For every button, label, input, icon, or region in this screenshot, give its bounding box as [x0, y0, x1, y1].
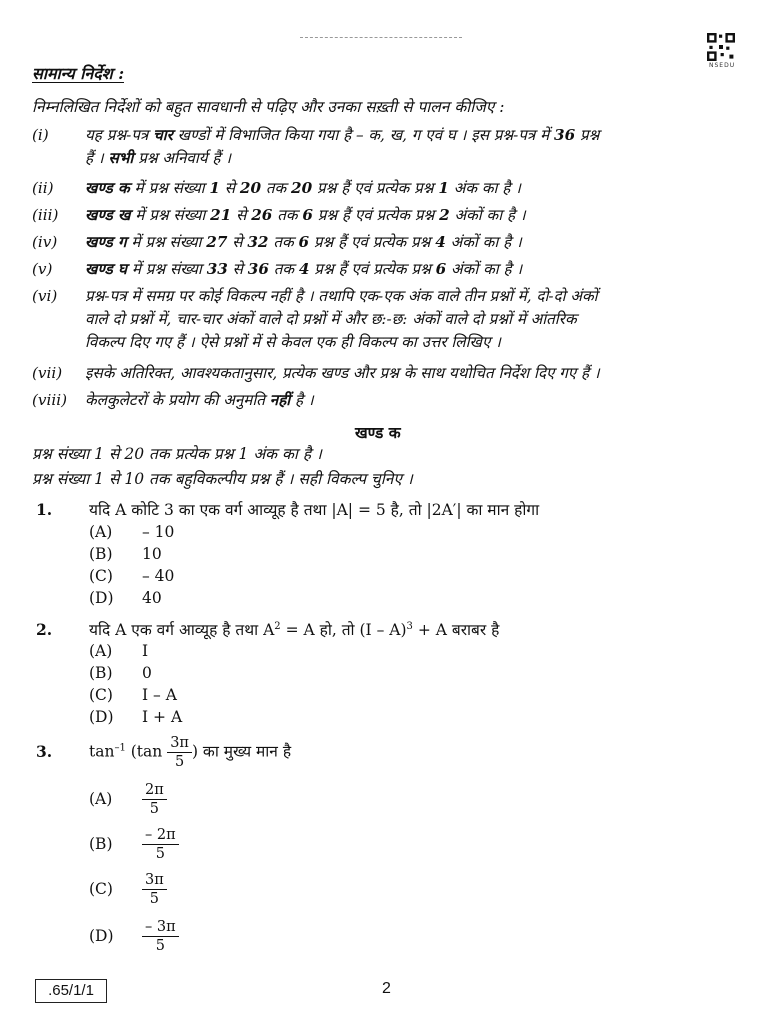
option: (D) 40 [89, 589, 162, 607]
header-divider [300, 37, 462, 38]
instruction-item: (iii) खण्ड ख में प्रश्न संख्या 21 से 26 तक 6 प्रश्न हैं एवं प्रत्येक प्रश्न 2 अंकों का है । [32, 206, 526, 224]
option: (A) $\frac{2\pi}{5}$ [89, 781, 167, 818]
instruction-item: (vi) प्रश्न-पत्र में समग्र पर कोई विकल्प नहीं है । तथापि एक-एक अंक वाले तीन प्रश्नों में, दो-दो अंकों वाले दो प्रश्नों में, चार-चार अंकों वाले दो प्रश्नों में और छ:-छ: अंकों वाले दो प्रश्नों में आंतरिक विकल्प दिए गए हैं । ऐसे प्रश्नों में से केवल एक ही विकल्प का उत्तर लिखिए । [32, 287, 598, 351]
instruction-item: (i) यह प्रश्न-पत्र चार खण्डों में विभाजित किया गया है – क, ख, ग एवं घ । इस प्रश्न-पत्र में 36 प्रश्न हैं । सभी प्रश्न अनिवार्य हैं । [32, 126, 600, 167]
instructions-intro: निम्नलिखित निर्देशों को बहुत सावधानी से पढ़िए और उनका सख़्ती से पालन कीजिए : [32, 98, 505, 116]
option: (D) I + A [89, 708, 183, 726]
option: (C) $\frac{3\pi}{5}$ [89, 871, 167, 908]
instruction-item: (v) खण्ड घ में प्रश्न संख्या 33 से 36 तक 4 प्रश्न हैं एवं प्रत्येक प्रश्न 6 अंकों का है । [32, 260, 523, 278]
instruction-item: (vii) इसके अतिरिक्त, आवश्यकतानुसार, प्रत्येक खण्ड और प्रश्न के साथ यथोचित निर्देश दिए गए हैं । [32, 364, 600, 382]
instruction-item: (iv) खण्ड ग में प्रश्न संख्या 27 से 32 तक 6 प्रश्न हैं एवं प्रत्येक प्रश्न 4 अंकों का है । [32, 233, 522, 251]
question-2: 2. यदि A एक वर्ग आव्यूह है तथा $A^2 = A$ हो, तो (I – A)$^3$ + A बराबर है [36, 620, 500, 640]
option: (C) I – A [89, 686, 177, 704]
page-number: 2 [382, 980, 391, 997]
qr-label: NSEDU [709, 62, 736, 69]
general-instructions-heading: सामान्य निर्देश : [32, 64, 125, 83]
option: (A) I [89, 642, 149, 660]
option: (C) – 40 [89, 567, 175, 585]
question-1: 1. यदि A कोटि 3 का एक वर्ग आव्यूह है तथा |A| = 5 है, तो |2A′| का मान होगा [36, 500, 540, 519]
question-3: 3. $\tan^{-1} (\tan$ $\frac{3\pi}{5}$ ) का मुख्य मान है [36, 735, 292, 770]
section-note: प्रश्न संख्या 1 से 10 तक बहुविकल्पीय प्रश्न हैं । सही विकल्प चुनिए । [32, 470, 413, 488]
option: (B) 10 [89, 545, 162, 563]
option: (B) $\frac{- 2\pi}{5}$ [89, 826, 179, 863]
instruction-item: (ii) खण्ड क में प्रश्न संख्या 1 से 20 तक 20 प्रश्न हैं एवं प्रत्येक प्रश्न 1 अंक का है । [32, 179, 521, 197]
option: (B) 0 [89, 664, 152, 682]
qr-code-icon [707, 33, 735, 61]
paper-code: .65/1/1 [35, 979, 107, 1003]
option: (A) – 10 [89, 523, 175, 541]
section-note: प्रश्न संख्या 1 से 20 तक प्रत्येक प्रश्न 1 अंक का है । [32, 445, 322, 463]
section-title: खण्ड क [355, 423, 401, 442]
option: (D) $\frac{- 3\pi}{5}$ [89, 918, 179, 955]
instruction-item: (viii) केलकुलेटरों के प्रयोग की अनुमति नहीं है । [32, 391, 314, 409]
